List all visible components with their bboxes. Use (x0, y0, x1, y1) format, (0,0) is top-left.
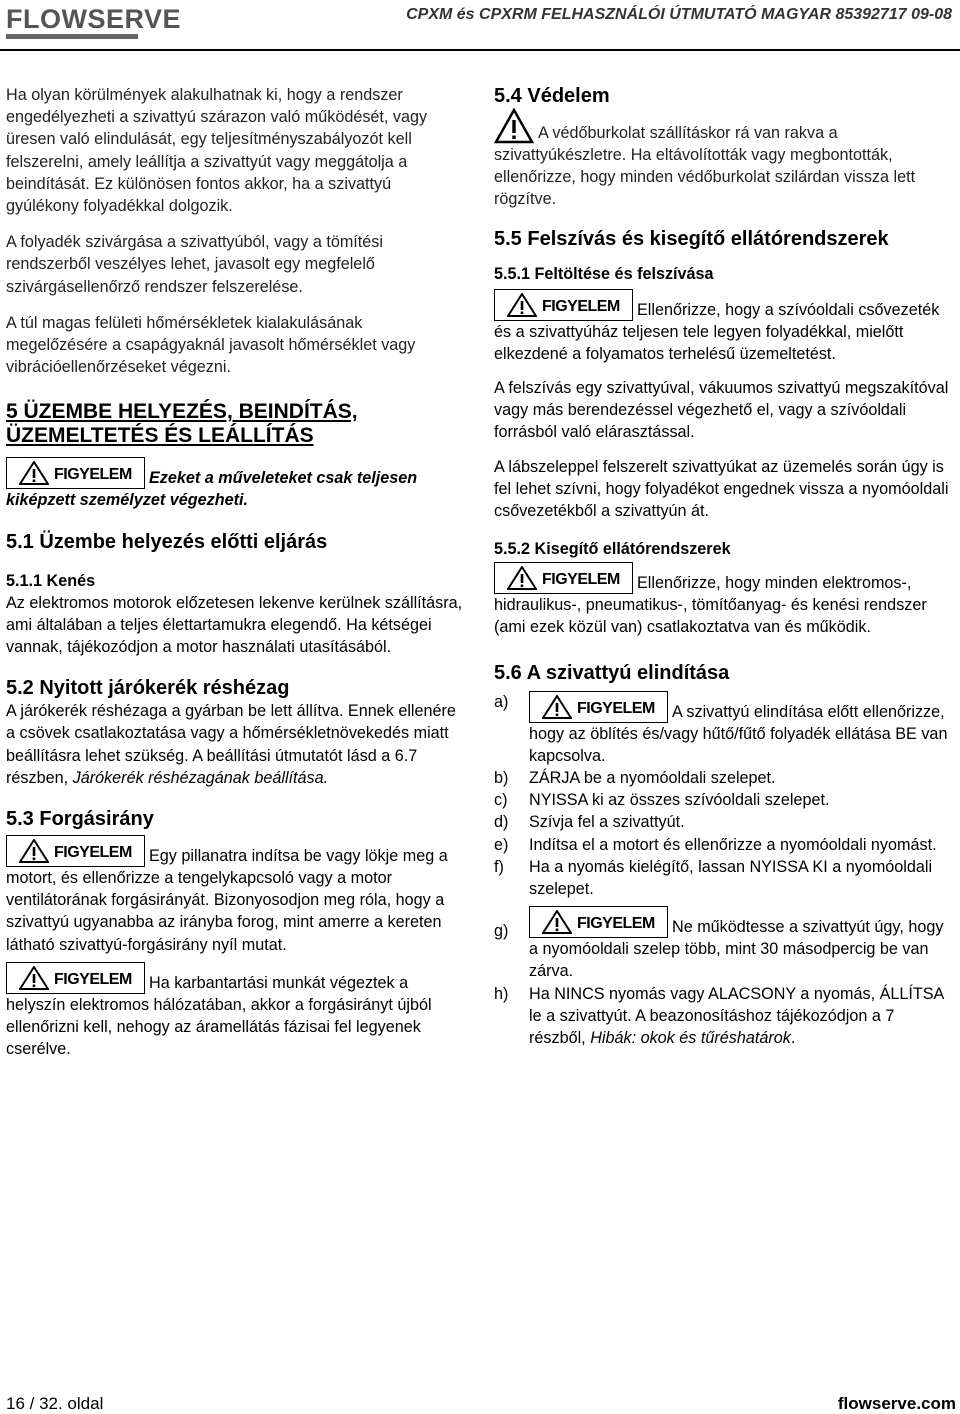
list-item-tail: . (790, 1029, 796, 1048)
warning-badge (6, 457, 145, 489)
list-item-text: Ha NINCS nyomás vagy ALACSONY a nyomás, ÁLLÍTSA le a szivattyút. A beazonosításhoz tájékozódjon a 7 részből, (529, 984, 944, 1048)
section-5-3-text-1 (6, 835, 466, 956)
warning-word: FIGYELEM (577, 915, 655, 933)
section-5-5-1-body: Ellenőrizze, hogy a szívóoldali csővezeték és a szivattyúház teljesen tele legyen folyadékkal, mielőtt elkezdené a folyamatos terhelésű üzemeltetést. (494, 300, 940, 363)
warning-triangle-icon (19, 839, 49, 863)
section-5-2-body: A járókerék réshézaga a gyárban be lett állítva. Ennek ellenére a csövek csatlakoztatása vagy a hőmérsékletnövekedés miatt beállításra lehet szükség. A beállítási útmutatót lásd a 6.7 részben, (6, 702, 456, 787)
section-5-5-1-paragraph-2: A felszívás egy szivattyúval, vákuumos szivattyú megszakítóval vagy más berendezéssel végezhető el, vagy a szívóoldali forrásból való elárasztással. (494, 379, 949, 442)
paragraph-temperature: A túl magas felületi hőmérsékletek kialakulásának megelőzésére a csapágyaknál javasolt hőmérséklet vagy vibrációellenőrzéseket végezni. (6, 313, 416, 377)
warning-triangle-icon (542, 910, 572, 934)
list-item-text: ZÁRJA be a nyomóoldali szelepet. (529, 769, 776, 788)
page-number: 16 / 32. oldal (6, 1394, 104, 1413)
list-item-text: Szívja fel a szivattyút. (529, 813, 685, 832)
list-item-text: A szivattyú elindítása előtt ellenőrizze, hogy az öblítés és/vagy hűtő/fűtő folyadék ellátása BE van kapcsolva. (529, 702, 948, 765)
section-5-5-2-text (494, 562, 954, 638)
section-5-5-2-title: 5.5.2 Kisegítő ellátórendszerek (494, 540, 731, 559)
warning-badge (6, 962, 145, 994)
warning-word: FIGYELEM (54, 466, 132, 484)
warning-word: FIGYELEM (542, 571, 620, 589)
list-item-text: Ne működtesse a szivattyút úgy, hogy a nyomóoldali szelep több, mint 30 másodpercig be van zárva. (529, 918, 944, 981)
section-5-4-text (494, 108, 954, 211)
right-column (494, 84, 954, 1049)
list-item-reference: Hibák: okok és tűréshatárok (590, 1029, 791, 1048)
section-5-5-1-paragraph-3: A lábszeleppel felszerelt szivattyúkat az üzemelés során úgy is fel lehet szívni, hogy folyadékot engednek vissza a nyomóoldali csővezetékből a szivattyún át. (494, 457, 949, 521)
list-item (494, 906, 954, 982)
header-divider (0, 49, 960, 51)
section-5-6-title: 5.6 A szivattyú elindítása (494, 661, 730, 684)
section-5-1-1-title: 5.1.1 Kenés (6, 571, 96, 590)
warning-badge (529, 906, 668, 938)
list-item-label: h) (494, 984, 509, 1003)
section-5-4-body: A védőburkolat szállításkor rá van rakva a szivattyúkészletre. Ha eltávolították vagy megbontották, ellenőrizze, hogy minden védőburkolat szilárdan vissza lett rögzítve. (494, 123, 916, 209)
warning-badge (6, 835, 145, 867)
list-item-label: c) (494, 791, 508, 810)
list-item (494, 811, 954, 833)
warning-triangle-icon (19, 461, 49, 485)
list-item-label: g) (494, 922, 509, 941)
left-column (6, 84, 466, 1060)
warning-triangle-icon (19, 966, 49, 990)
footer-website-link[interactable]: flowserve.com (837, 1394, 956, 1413)
list-item-label: a) (494, 692, 509, 711)
section-5-3-body-1: Egy pillanatra indítsa be vagy lökje meg a motort, és ellenőrizze a tengelykapcsoló vagy a motor ventilátorának forgásirányát. Bizonyosodjon meg róla, hogy a szivattyú ugyanabba az irányba forog, mint amerre a kereten látható szivattyú-forgásirány nyíl mutat. (6, 846, 448, 954)
list-item-label: d) (494, 813, 509, 832)
danger-triangle-icon (494, 108, 534, 144)
section-5-1-title: 5.1 Üzembe helyezés előtti eljárás (6, 530, 328, 553)
list-item-text: Indítsa el a motort és ellenőrizze a nyomóoldali nyomást. (529, 835, 937, 854)
section-5-3-title: 5.3 Forgásirány (6, 808, 154, 831)
section-5-warning-text: Ezeket a műveleteket csak teljesen kiképzett személyzet végezheti. (6, 469, 418, 510)
section-5-3-body-2: Ha karbantartási munkát végeztek a helyszín elektromos hálózatában, akkor a forgásirányt újból ellenőrizni kell, nehogy az áramellátás fázisai fel legyenek cserélve. (6, 973, 432, 1059)
warning-word: FIGYELEM (54, 844, 132, 862)
logo-underline (6, 34, 138, 39)
warning-word: FIGYELEM (577, 699, 655, 717)
list-item-label: e) (494, 835, 509, 854)
warning-triangle-icon (542, 695, 572, 719)
section-5-warning (6, 457, 466, 511)
list-item-text: Ha a nyomás kielégítő, lassan NYISSA KI a nyomóoldali szelepet. (529, 857, 933, 899)
list-item (494, 789, 954, 811)
section-5-1-1-text: Az elektromos motorok előzetesen lekenve kerülnek szállításra, ami általában a teljes élettartamukra elegendő. Ha kétségei vannak, tájékozódjon a motor használati utasításából. (6, 593, 463, 657)
section-5-5-1-title: 5.5.1 Feltöltése és felszívása (494, 264, 714, 283)
startup-steps-list (494, 691, 954, 1050)
list-item (494, 983, 954, 1050)
warning-word: FIGYELEM (542, 297, 620, 315)
section-5-2-text (6, 700, 466, 789)
warning-triangle-icon (507, 566, 537, 590)
list-item (494, 834, 954, 856)
section-5-title: 5 ÜZEMBE HELYEZÉS, BEINDÍTÁS, ÜZEMELTETÉS ÉS LEÁLLÍTÁS (6, 400, 358, 448)
section-5-5-1-text (494, 289, 954, 365)
list-item (494, 856, 954, 900)
section-5-2-reference: Járókerék réshézagának beállítása. (72, 768, 329, 787)
section-5-3-text-2 (6, 962, 466, 1061)
list-item-label: b) (494, 769, 509, 788)
warning-word: FIGYELEM (54, 970, 132, 988)
list-item (494, 767, 954, 789)
warning-triangle-icon (507, 293, 537, 317)
section-5-4-title: 5.4 Védelem (494, 85, 610, 107)
document-title: CPXM és CPXRM FELHASZNÁLÓI ÚTMUTATÓ MAGYAR 85392717 09-08 (406, 6, 952, 23)
flowserve-logo: FLOWSERVE (6, 4, 182, 34)
section-5-2-title: 5.2 Nyitott járókerék réshézag (6, 677, 290, 700)
paragraph-leakage: A folyadék szivárgása a szivattyúból, vagy a tömítési rendszerből veszélyes lehet, javasolt egy megfelelő szivárgásellenőrző rendszer felszerelése. (6, 233, 383, 296)
warning-badge (494, 562, 633, 594)
section-5-5-2-body: Ellenőrizze, hogy minden elektromos-, hidraulikus-, pneumatikus-, tömítőanyag- és kenési rendszer (ami ezek közül van) csatlakoztatva van és működik. (494, 574, 927, 637)
paragraph-dry-run: Ha olyan körülmények alakulhatnak ki, hogy a rendszer engedélyezheti a szivattyú szárazon való működését, vagy üresen való elindulását, egy teljesítményszabályozót kell felszerelni, amely leállítja a szivattyút vagy meggátolja a beindítását. Ez különösen fontos akkor, ha a szivattyú gyúlékony folyadékkal dolgozik. (6, 86, 428, 216)
warning-badge (529, 691, 668, 723)
list-item (494, 691, 954, 767)
list-item-text: NYISSA ki az összes szívóoldali szelepet. (529, 791, 830, 810)
warning-badge (494, 289, 633, 321)
section-5-5-title: 5.5 Felszívás és kisegítő ellátórendszerek (494, 227, 889, 250)
list-item-label: f) (494, 857, 504, 876)
